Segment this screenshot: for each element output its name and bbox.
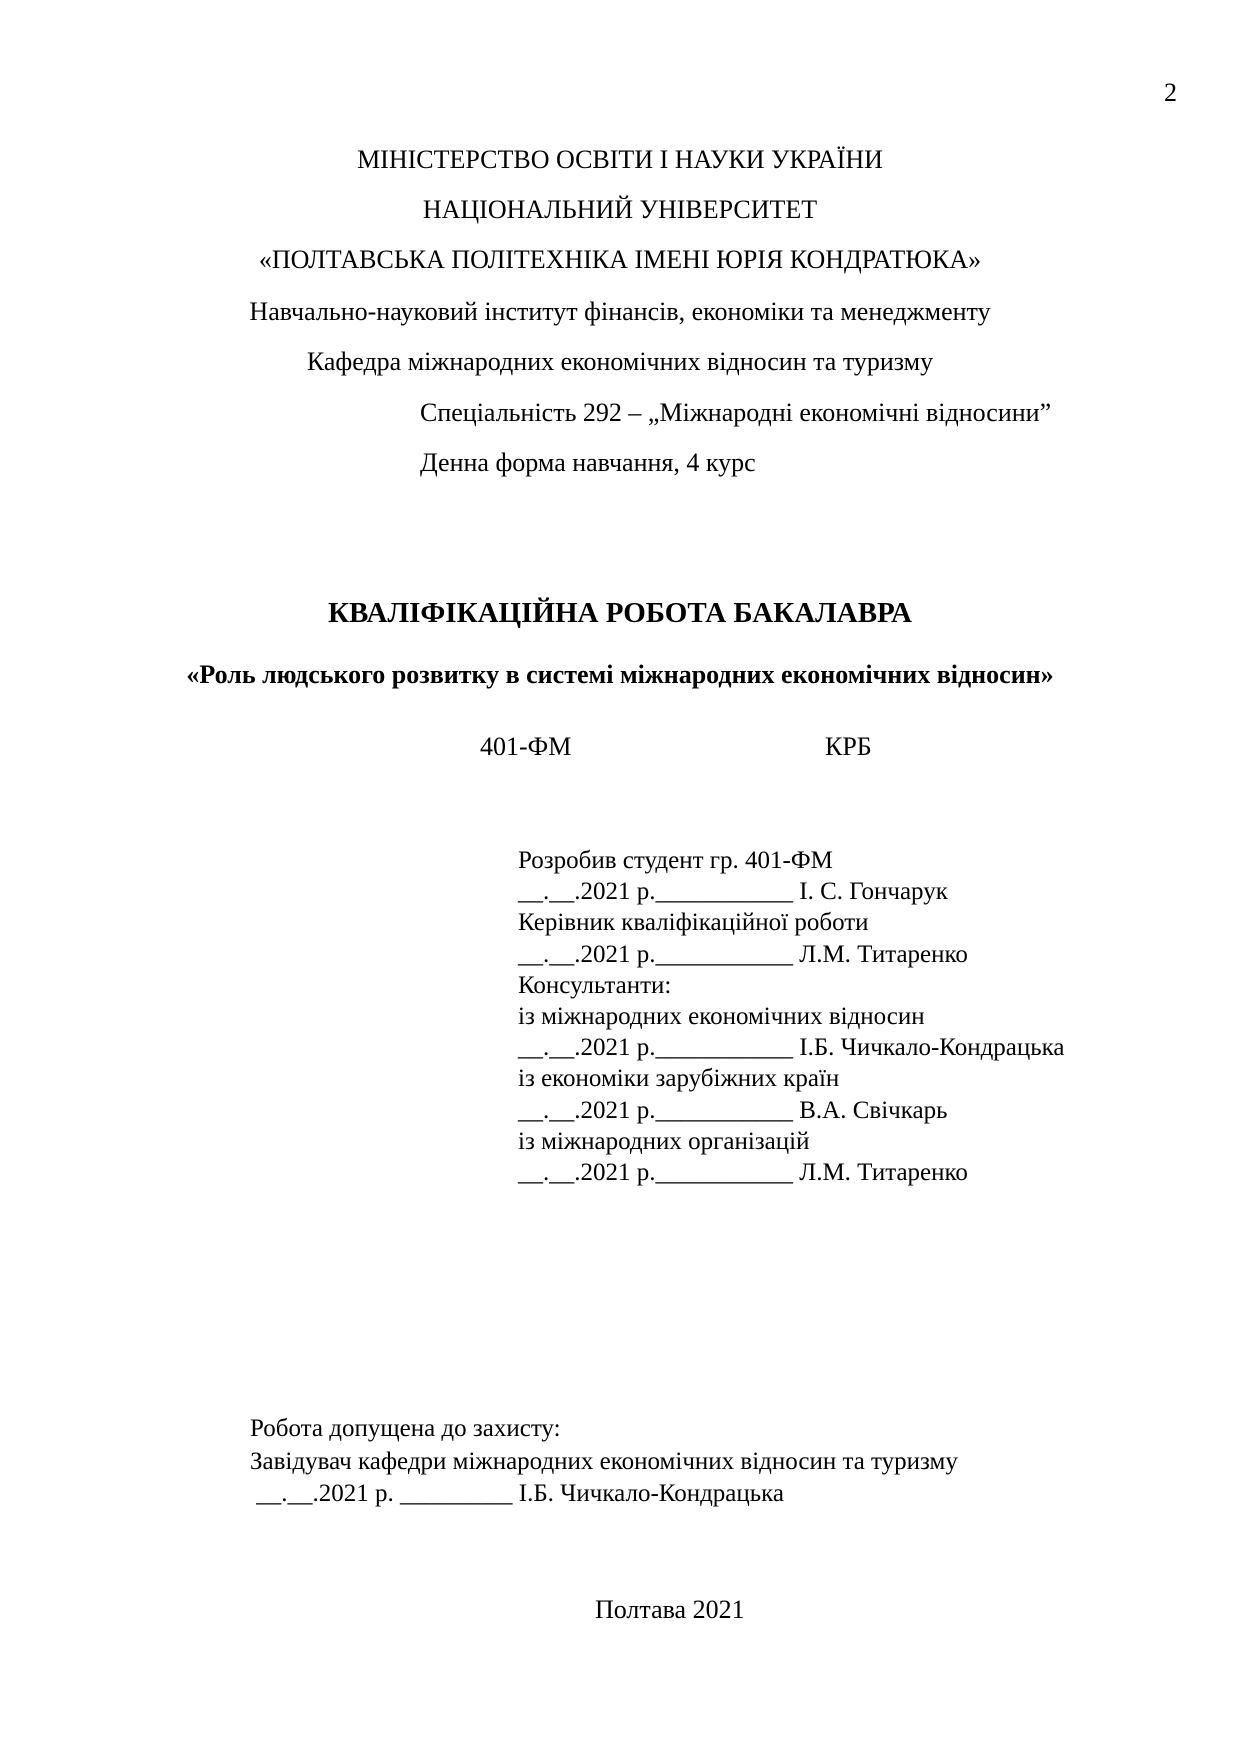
signature-block bbox=[518, 845, 1065, 1188]
ministry-line: МІНІСТЕРСТВО ОСВІТИ І НАУКИ УКРАЇНИ bbox=[357, 145, 883, 174]
approval-block bbox=[250, 1413, 958, 1511]
signature-line: __.__.2021 р.___________ Л.М. Титаренко bbox=[518, 940, 968, 968]
signature-line: __.__.2021 р.___________ І.Б. Чичкало-Кондрацька bbox=[518, 1034, 1065, 1062]
signature-line: Керівник кваліфікаційної роботи bbox=[518, 909, 869, 937]
page-number: 2 bbox=[1164, 78, 1177, 107]
signature-line: із міжнародних економічних відносин bbox=[518, 1003, 925, 1031]
approval-line: __.__.2021 р. _________ І.Б. Чичкало-Кондрацька bbox=[250, 1480, 785, 1507]
signature-line: __.__.2021 р.___________ Л.М. Титаренко bbox=[518, 1159, 968, 1187]
institute-line: Навчально-науковий інститут фінансів, економіки та менеджменту bbox=[249, 297, 991, 326]
document-subtitle: «Роль людського розвитку в системі міжнародних економічних відносин» bbox=[186, 660, 1054, 689]
department-line: Кафедра міжнародних економічних відносин та туризму bbox=[306, 347, 934, 376]
signature-line: __.__.2021 р.___________ І. С. Гончарук bbox=[518, 878, 948, 906]
university-line-1: НАЦІОНАЛЬНИЙ УНІВЕРСИТЕТ bbox=[422, 195, 818, 224]
work-type-code: КРБ bbox=[825, 732, 872, 761]
group-code: 401-ФМ bbox=[480, 732, 572, 761]
approval-line: Робота допущена до захисту: bbox=[250, 1415, 561, 1442]
study-form-line: Денна форма навчання, 4 курс bbox=[420, 448, 756, 477]
approval-line: Завідувач кафедри міжнародних економічних відносин та туризму bbox=[250, 1447, 958, 1475]
document-title: КВАЛІФІКАЦІЙНА РОБОТА БАКАЛАВРА bbox=[328, 597, 912, 629]
signature-line: із економіки зарубіжних країн bbox=[518, 1065, 840, 1093]
signature-line: Розробив студент гр. 401-ФМ bbox=[518, 847, 833, 874]
signature-line: Консультанти: bbox=[518, 971, 672, 999]
signature-line: __.__.2021 р.___________ В.А. Свічкарь bbox=[518, 1096, 948, 1124]
signature-line: із міжнародних організацій bbox=[518, 1127, 810, 1155]
university-line-2: «ПОЛТАВСЬКА ПОЛІТЕХНІКА ІМЕНІ ЮРІЯ КОНДРАТЮКА» bbox=[258, 245, 982, 274]
city-year: Полтава 2021 bbox=[595, 1595, 745, 1624]
specialty-line: Спеціальність 292 – „Міжнародні економічні відносини” bbox=[420, 398, 1052, 427]
